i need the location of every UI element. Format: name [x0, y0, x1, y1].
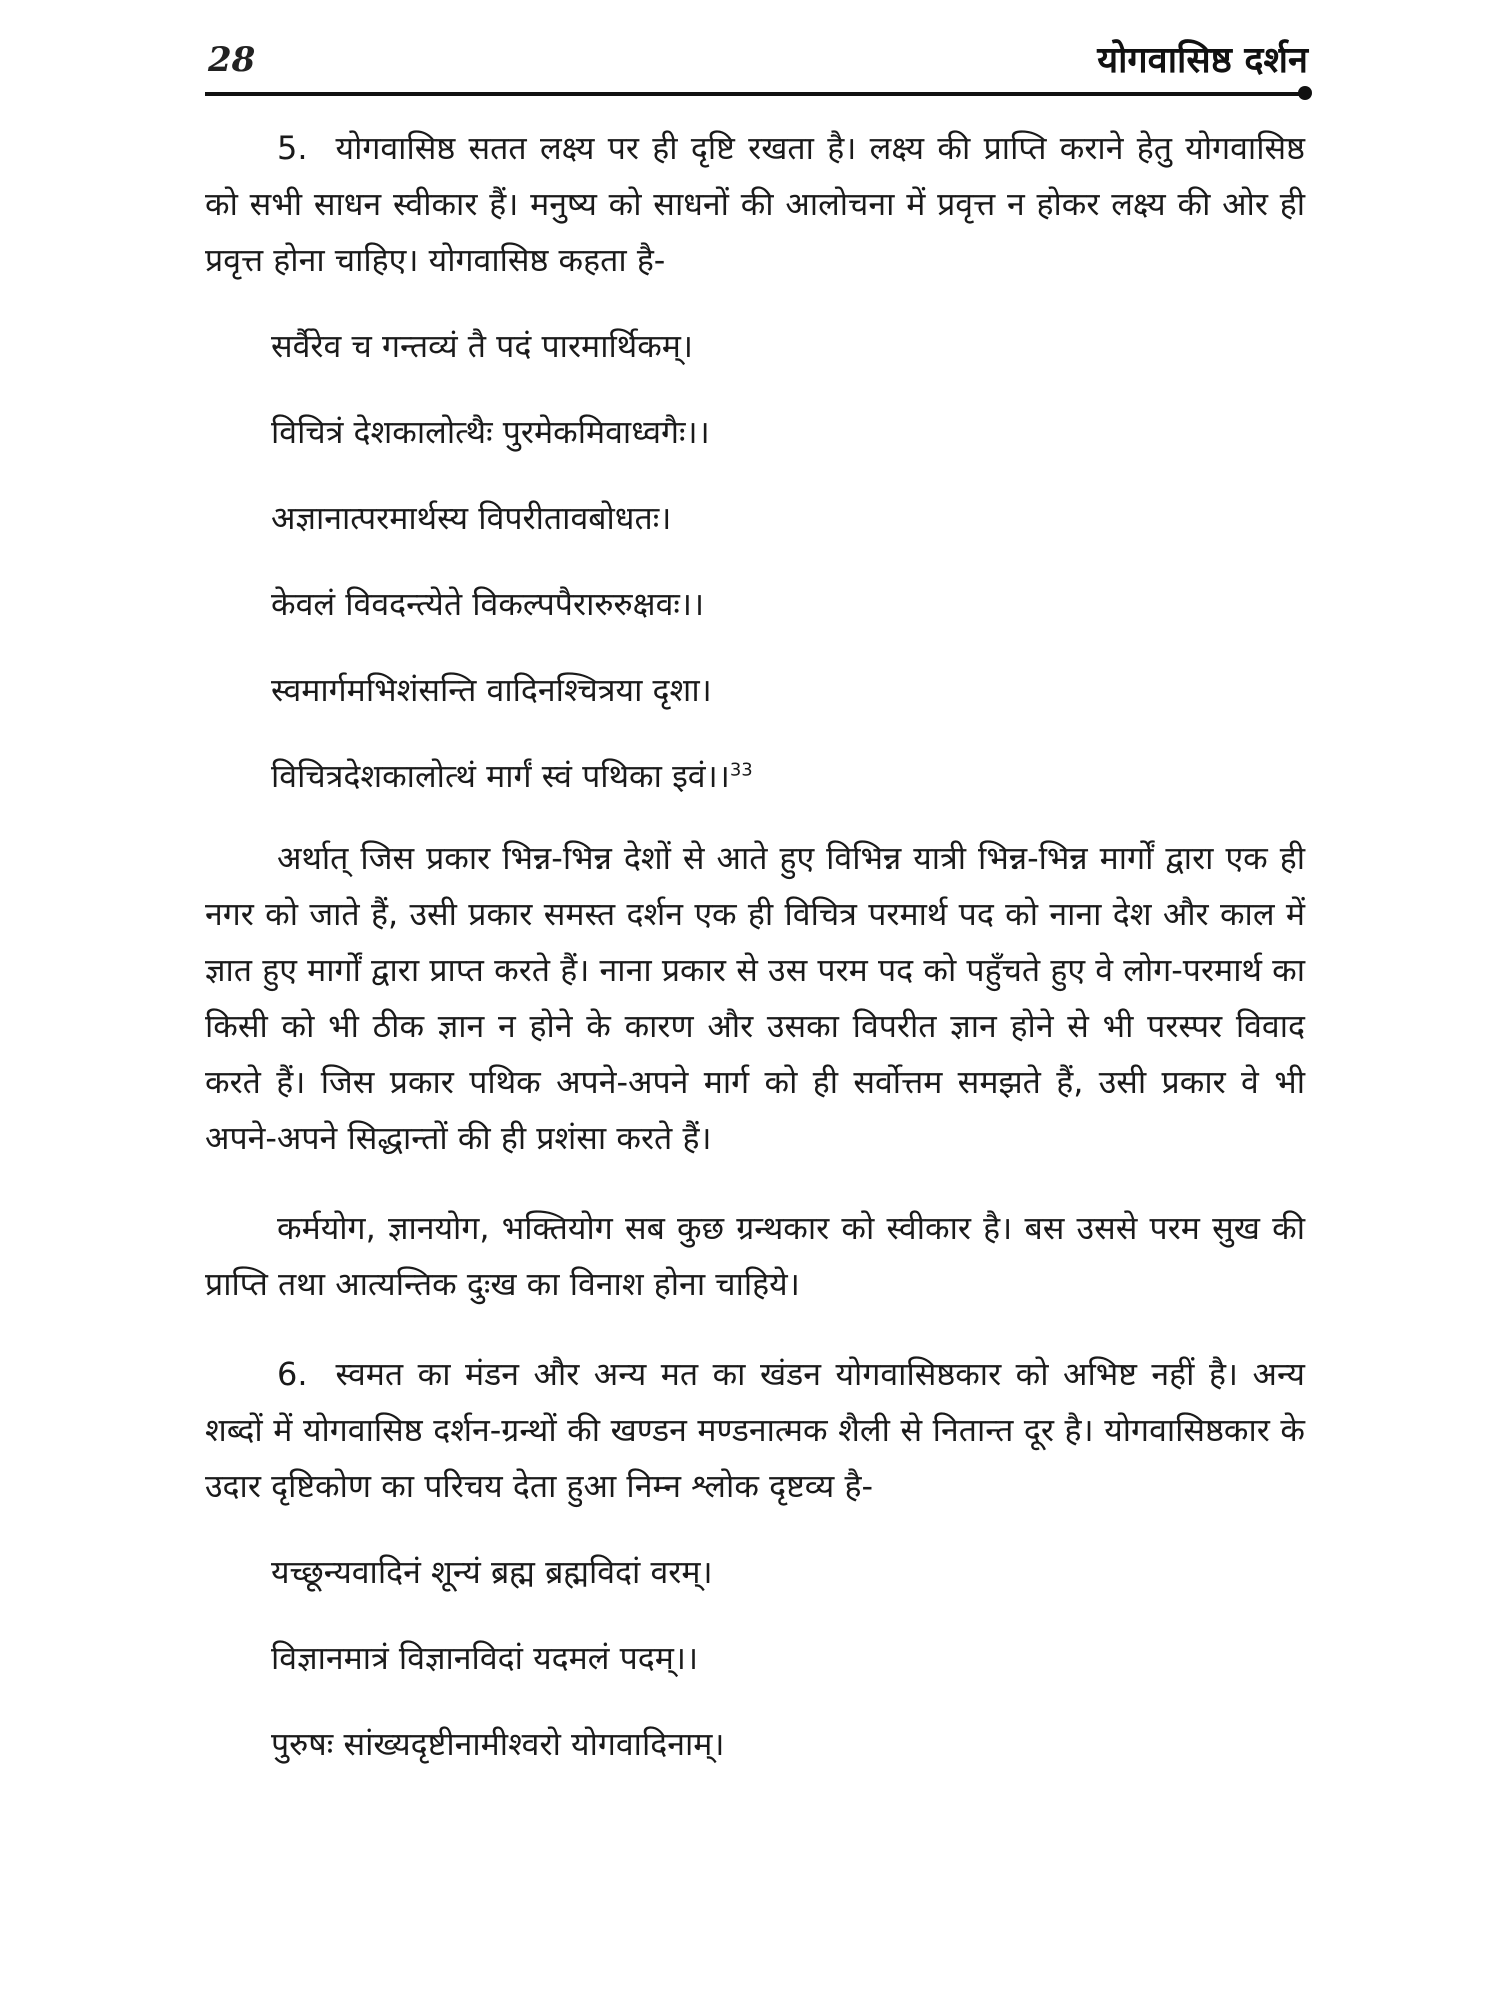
verse-line: पुरुषः सांख्यदृष्टीनामीश्वरो योगवादिनाम्।: [271, 1725, 725, 1763]
verse-block-1: [205, 322, 1305, 800]
header-rule: [205, 92, 1305, 96]
verse-text: विचित्रदेशकालोत्थं मार्गं स्वं पथिका इवं।।: [271, 757, 730, 795]
paragraph-text: स्वमत का मंडन और अन्य मत का खंडन योगवासिष्ठकार को अभिष्ट नहीं है। अन्य शब्दों में योगवासिष्ठ दर्शन-ग्रन्थों की खण्डन मण्डनात्मक शैली से नितान्त दूर है। योगवासिष्ठकार के उदार दृष्टिकोण का परिचय देता हुआ निम्न श्लोक दृष्टव्य है-: [205, 1355, 1305, 1505]
paragraph-text: योगवासिष्ठ सतत लक्ष्य पर ही दृष्टि रखता है। लक्ष्य की प्राप्ति कराने हेतु योगवासिष्ठ को सभी साधन स्वीकार हैं। मनुष्य को साधनों की आलोचना में प्रवृत्त न होकर लक्ष्य की ओर ही प्रवृत्त होना चाहिए। योगवासिष्ठ कहता है-: [205, 129, 1305, 279]
page-header: [208, 34, 1308, 90]
paragraph-5: [205, 120, 1305, 288]
verse-line: सर्वैरेव च गन्तव्यं तै पदं पारमार्थिकम्।: [271, 327, 694, 365]
paragraph-karmayoga: कर्मयोग, ज्ञानयोग, भक्तियोग सब कुछ ग्रन्थकार को स्वीकार है। बस उससे परम सुख की प्राप्ति तथा आत्यन्तिक दुःख का विनाश होना चाहिये।: [205, 1209, 1305, 1303]
page-number: 28: [208, 40, 256, 80]
verse-line: यच्छून्यवादिनं शून्यं ब्रह्म ब्रह्मविदां वरम्।: [271, 1553, 713, 1591]
header-rule-dot: [1298, 86, 1312, 100]
paragraph-number: 5.: [277, 129, 308, 167]
footnote-reference: 33: [729, 759, 753, 781]
verse-line: विचित्रं देशकालोत्थैः पुरमेकमिवाध्वगैः।।: [271, 413, 710, 451]
paragraph-number: 6.: [277, 1355, 308, 1393]
verse-line: केवलं विवदन्त्येते विकल्पपैरारुरुक्षवः।।: [271, 585, 705, 623]
verse-block-2: [205, 1548, 1305, 1768]
verse-line: विज्ञानमात्रं विज्ञानविदां यदमलं पदम्।।: [271, 1639, 699, 1677]
verse-line: स्वमार्गमभिशंसन्ति वादिनश्चित्रया दृशा।: [271, 671, 712, 709]
paragraph-explanation: अर्थात् जिस प्रकार भिन्न-भिन्न देशों से आते हुए विभिन्न यात्री भिन्न-भिन्न मार्गों द्वारा एक ही नगर को जाते हैं, उसी प्रकार समस्त दर्शन एक ही विचित्र परमार्थ पद को नाना देश और काल में ज्ञात हुए मार्गों द्वारा प्राप्त करते हैं। नाना प्रकार से उस परम पद को पहुँचते हुए वे लोग-परमार्थ का किसी को भी ठीक ज्ञान न होने के कारण और उसका विपरीत ज्ञान होने से भी परस्पर विवाद करते हैं। जिस प्रकार पथिक अपने-अपने मार्ग को ही सर्वोत्तम समझते हैं, उसी प्रकार वे भी अपने-अपने सिद्धान्तों की ही प्रशंसा करते हैं।: [205, 839, 1305, 1157]
running-head: योगवासिष्ठ दर्शन: [1097, 40, 1308, 81]
verse-line-with-footnote: [271, 752, 1305, 800]
verse-line: अज्ञानात्परमार्थस्य विपरीतावबोधतः।: [271, 499, 672, 537]
paragraph-6: [205, 1346, 1305, 1514]
page-body: [205, 120, 1305, 1798]
